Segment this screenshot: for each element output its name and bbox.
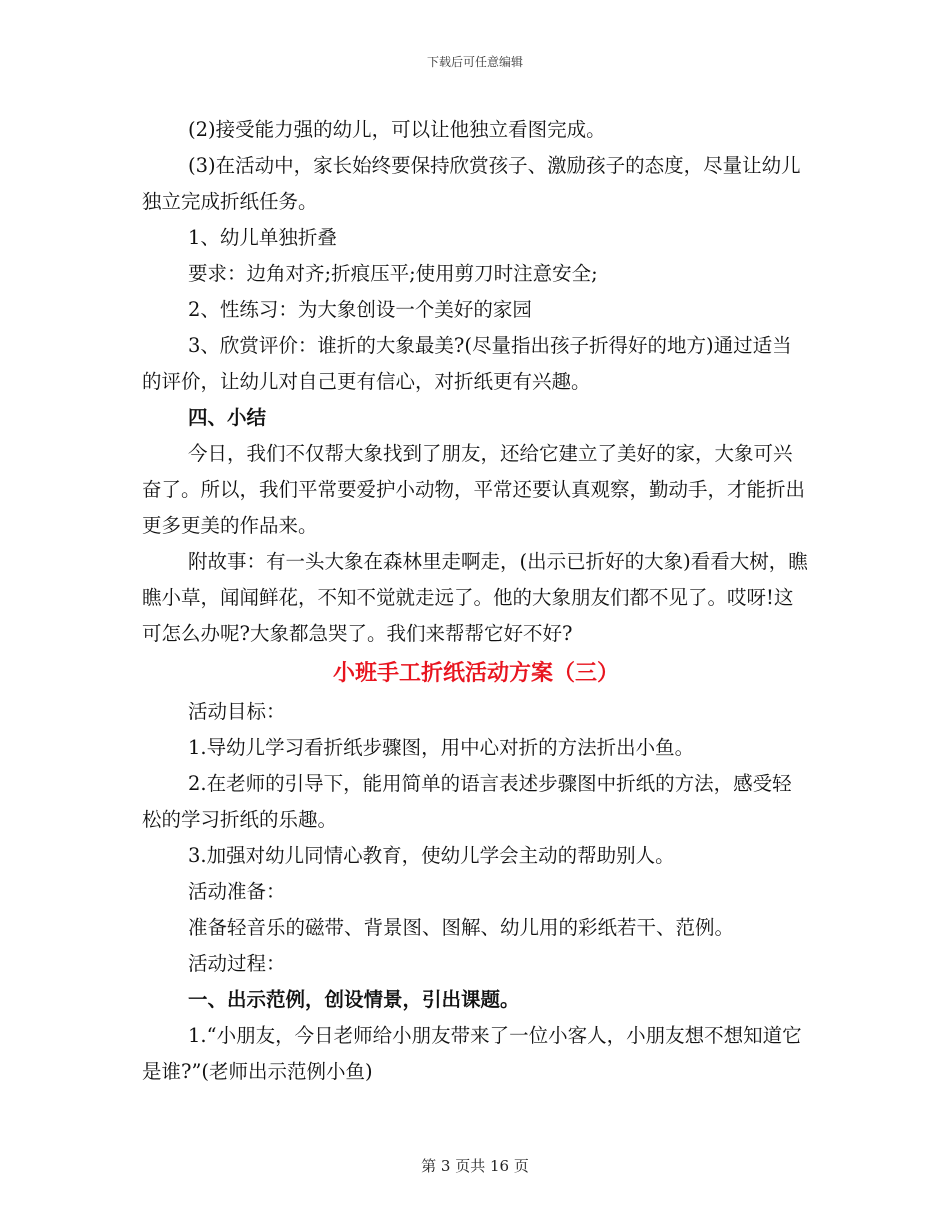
page-header: 下载后可任意编辑 [426,55,523,69]
paragraph: 2、性练习：为大象创设一个美好的家园 [188,298,532,321]
paragraph: 准备轻音乐的磁带、背景图、图解、幼儿用的彩纸若干、范例。 [188,916,735,939]
paragraph: (2)接受能力强的幼儿，可以让他独立看图完成。 [188,118,606,141]
section-title: 小班手工折纸活动方案（三） [332,660,619,686]
paragraph: (3)在活动中，家长始终要保持欣赏孩子、激励孩子的态度，尽量让幼儿独立完成折纸任务。 [142,154,801,213]
paragraph: 1、幼儿单独折叠 [188,226,337,249]
paragraph: 要求：边角对齐;折痕压平;使用剪刀时注意安全; [188,262,598,285]
page-content [142,112,810,1090]
paragraph: 1.“小朋友，今日老师给小朋友带来了一位小客人，小朋友想不想知道它是谁?”(老师出示范例小鱼) [142,1024,802,1083]
paragraph: 今日，我们不仅帮大象找到了朋友，还给它建立了美好的家，大象可兴奋了。所以，我们平常要爱护小动物，平常还要认真观察，勤动手，才能折出更多更美的作品来。 [142,442,806,537]
paragraph: 2.在老师的引导下，能用简单的语言表述步骤图中折纸的方法，感受轻松的学习折纸的乐趣。 [142,772,792,831]
subheading-step-one: 一、出示范例，创设情景，引出课题。 [188,988,520,1011]
paragraph: 活动目标： [188,700,286,723]
subheading-summary: 四、小结 [188,406,267,429]
paragraph: 活动过程： [188,952,286,975]
paragraph: 3.加强对幼儿同情心教育，使幼儿学会主动的帮助别人。 [188,844,675,867]
paragraph: 活动准备： [188,880,286,903]
paragraph-story: 附故事：有一头大象在森林里走啊走，(出示已折好的大象)看看大树，瞧瞧小草，闻闻鲜花，不知不觉就走远了。他的大象朋友们都不见了。哎呀!这可怎么办呢?大象都急哭了。我们来帮帮它好不好? [142,550,808,645]
paragraph: 1.导幼儿学习看折纸步骤图，用中心对折的方法折出小鱼。 [188,736,695,759]
page-footer: 第 3 页共 16 页 [421,1157,529,1175]
paragraph: 3、欣赏评价：谁折的大象最美?(尽量指出孩子折得好的地方)通过适当的评价，让幼儿对自己更有信心，对折纸更有兴趣。 [142,334,792,393]
